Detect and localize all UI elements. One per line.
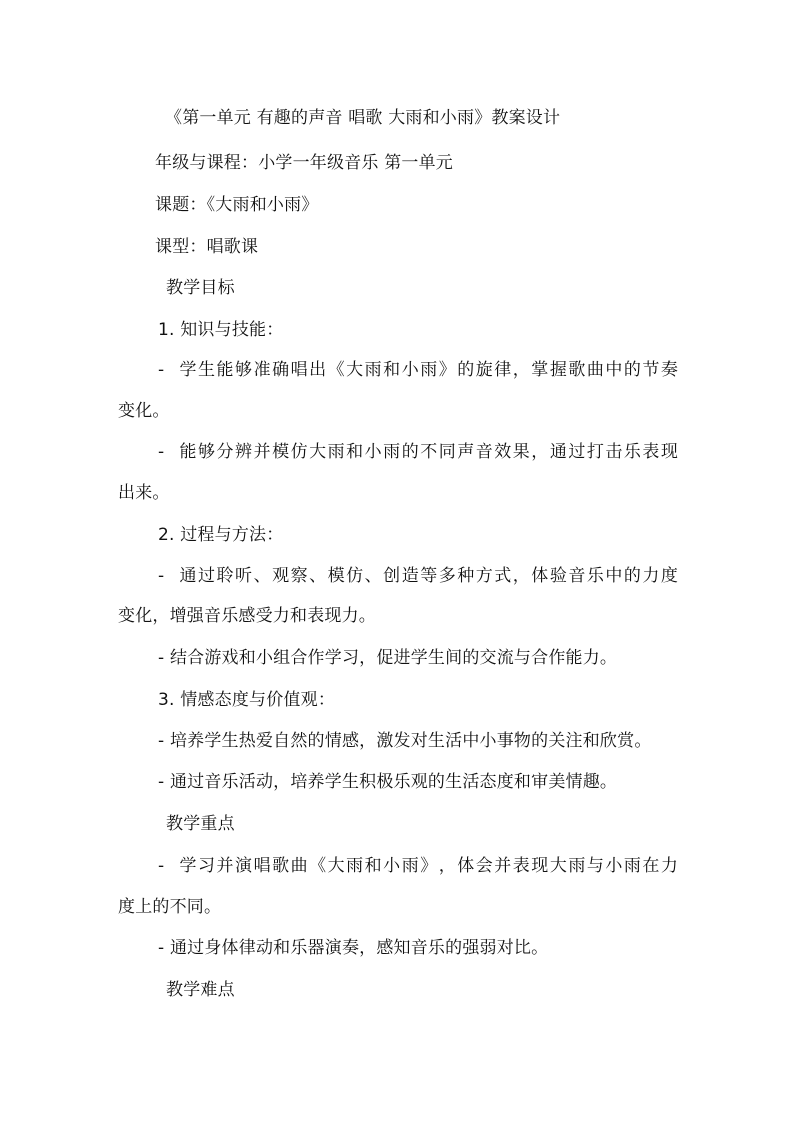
grade-course-line: 年级与课程：小学一年级音乐 第一单元 — [155, 153, 454, 173]
topic-line: 课题：《大雨和小雨》 — [155, 195, 319, 215]
document-title: 《第一单元 有趣的声音 唱歌 大雨和小雨》教案设计 — [165, 108, 561, 128]
objective-1-item-2-line-1: - 能 够 分 辨 并 模 仿 大 雨 和 小 雨 的 不 同 声 音 效 果 ， 通 过 打 击 乐 表 现 — [158, 442, 678, 462]
key-points-heading: 教学重点 — [166, 814, 235, 834]
objective-3-item-1: - 培养学生热爱自然的情感，激发对生活中小事物的关注和欣赏。 — [158, 731, 652, 751]
objective-2-heading: 2. 过程与方法： — [158, 525, 284, 545]
objective-1-heading: 1. 知识与技能： — [158, 320, 284, 340]
objective-2-item-2: - 结合游戏和小组合作学习，促进学生间的交流与合作能力。 — [158, 648, 618, 668]
key-point-item-1-line-2: 度上的不同。 — [118, 897, 222, 917]
difficulties-heading: 教学难点 — [166, 980, 235, 1000]
key-point-item-2: - 通过身体律动和乐器演奏，感知音乐的强弱对比。 — [158, 938, 549, 958]
objective-2-item-1-line-2: 变化，增强音乐感受力和表现力。 — [118, 606, 376, 626]
objective-3-heading: 3. 情感态度与价值观： — [158, 690, 336, 710]
lesson-type-line: 课型：唱歌课 — [155, 237, 259, 257]
key-point-item-1-line-1: - 学 习 并 演 唱 歌 曲 《 大 雨 和 小 雨 》 ， 体 会 并 表 现 大 雨 与 小 雨 在 力 — [158, 856, 678, 876]
objective-1-item-1-line-2: 变化。 — [118, 401, 170, 421]
objective-3-item-2: - 通过音乐活动，培养学生积极乐观的生活态度和审美情趣。 — [158, 772, 618, 792]
objectives-heading: 教学目标 — [166, 278, 235, 298]
objective-1-item-2-line-2: 出来。 — [118, 483, 170, 503]
objective-1-item-1-line-1: - 学 生 能 够 准 确 唱 出 《 大 雨 和 小 雨 》 的 旋 律 ， 掌 握 歌 曲 中 的 节 奏 — [158, 360, 678, 380]
objective-2-item-1-line-1: - 通 过 聆 听 、 观 察 、 模 仿 、 创 造 等 多 种 方 式 ， 体 验 音 乐 中 的 力 度 — [158, 566, 678, 586]
